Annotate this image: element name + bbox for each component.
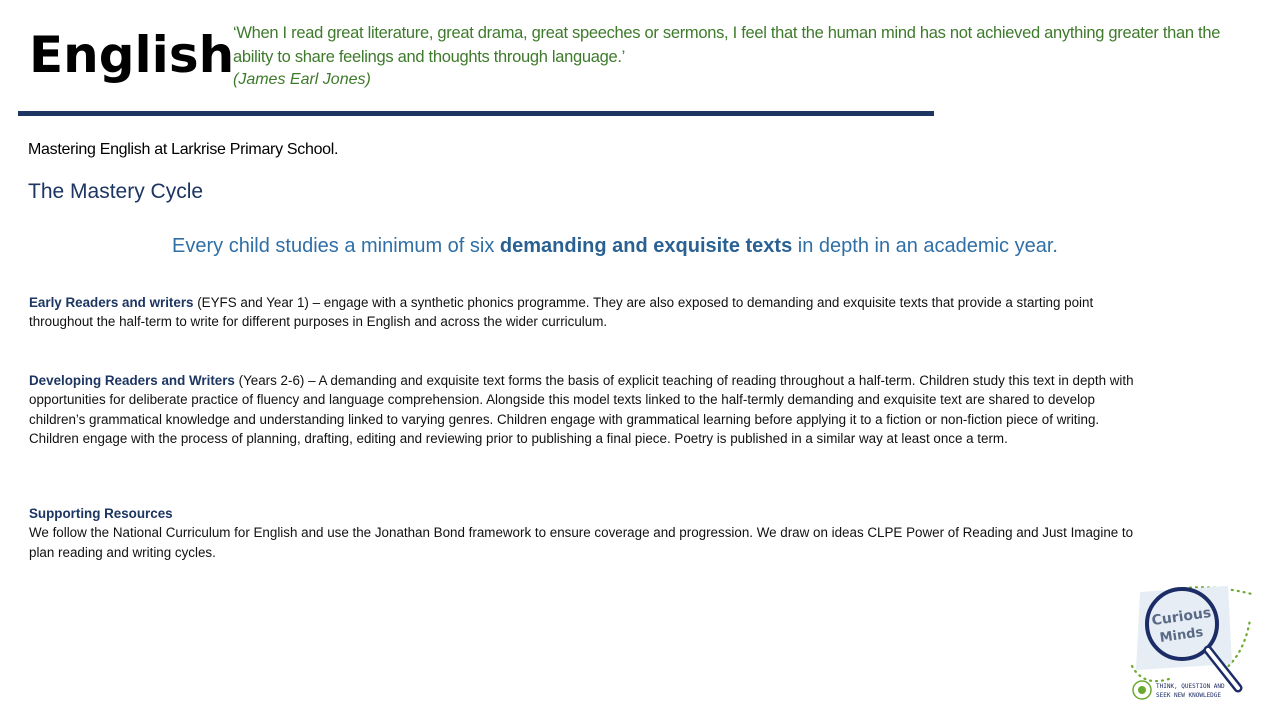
section-developing-readers bbox=[29, 371, 1139, 449]
school-line-suffix: . bbox=[334, 141, 339, 158]
logo-line1: Curious bbox=[1150, 604, 1213, 630]
quote-author: (James Earl Jones) bbox=[233, 71, 371, 88]
school-line-text: Mastering English at Larkrise Primary School bbox=[28, 141, 335, 158]
logo-motto1: THINK, QUESTION AND bbox=[1156, 683, 1225, 690]
magnifying-glass-icon bbox=[1126, 580, 1256, 710]
tagline-before: Every child studies a minimum of six bbox=[172, 235, 500, 257]
tagline-emphasis: demanding and exquisite texts bbox=[499, 235, 793, 257]
section-early-readers bbox=[29, 293, 1139, 332]
section-body: We follow the National Curriculum for English and use the Jonathan Bond framework to ensure coverage and progression. We draw on ideas CLPE Power of Reading and Just Imagine to plan reading and writing cycles. bbox=[29, 525, 1134, 560]
curious-minds-logo bbox=[1126, 580, 1256, 710]
school-line bbox=[28, 141, 338, 159]
section-body: (Years 2-6) – A demanding and exquisite text forms the basis of explicit teaching of reading throughout a half-term. Children study this text in depth with opportunities for deliberate practice of fluency and language comprehension. Alongside this model texts linked to the half-termly demanding and exquisite text are shared to develop children’s grammatical knowledge and understanding linked to varying genres. Children engage with grammatical learning before applying it to a fiction or non-fiction piece of writing. Children engage with the process of planning, drafting, editing and reviewing prior to publishing a final piece. Poetry is published in a similar way at least once a term. bbox=[29, 373, 1134, 447]
section-supporting-resources bbox=[29, 504, 1139, 562]
logo-line2: Minds bbox=[1158, 625, 1205, 647]
section-lead: Developing Readers and Writers bbox=[29, 373, 235, 388]
mastery-cycle-heading: The Mastery Cycle bbox=[28, 180, 204, 203]
tagline bbox=[0, 235, 1230, 258]
quote-text: ‘When I read great literature, great drama, great speeches or sermons, I feel that the human mind has not achieved anything greater than the ability to share feelings and thoughts through language.’ bbox=[233, 24, 1221, 66]
header-divider bbox=[18, 111, 934, 116]
section-body: (EYFS and Year 1) – engage with a synthetic phonics programme. They are also exposed to demanding and exquisite texts that provide a starting point throughout the half-term to write for different purposes in English and across the wider curriculum. bbox=[29, 295, 1094, 330]
section-lead: Early Readers and writers bbox=[29, 295, 194, 310]
page-title: English bbox=[29, 26, 235, 84]
section-lead: Supporting Resources bbox=[29, 506, 173, 521]
logo-motto2: SEEK NEW KNOWLEDGE bbox=[1156, 692, 1222, 699]
tagline-after: in depth in an academic year. bbox=[792, 235, 1058, 257]
